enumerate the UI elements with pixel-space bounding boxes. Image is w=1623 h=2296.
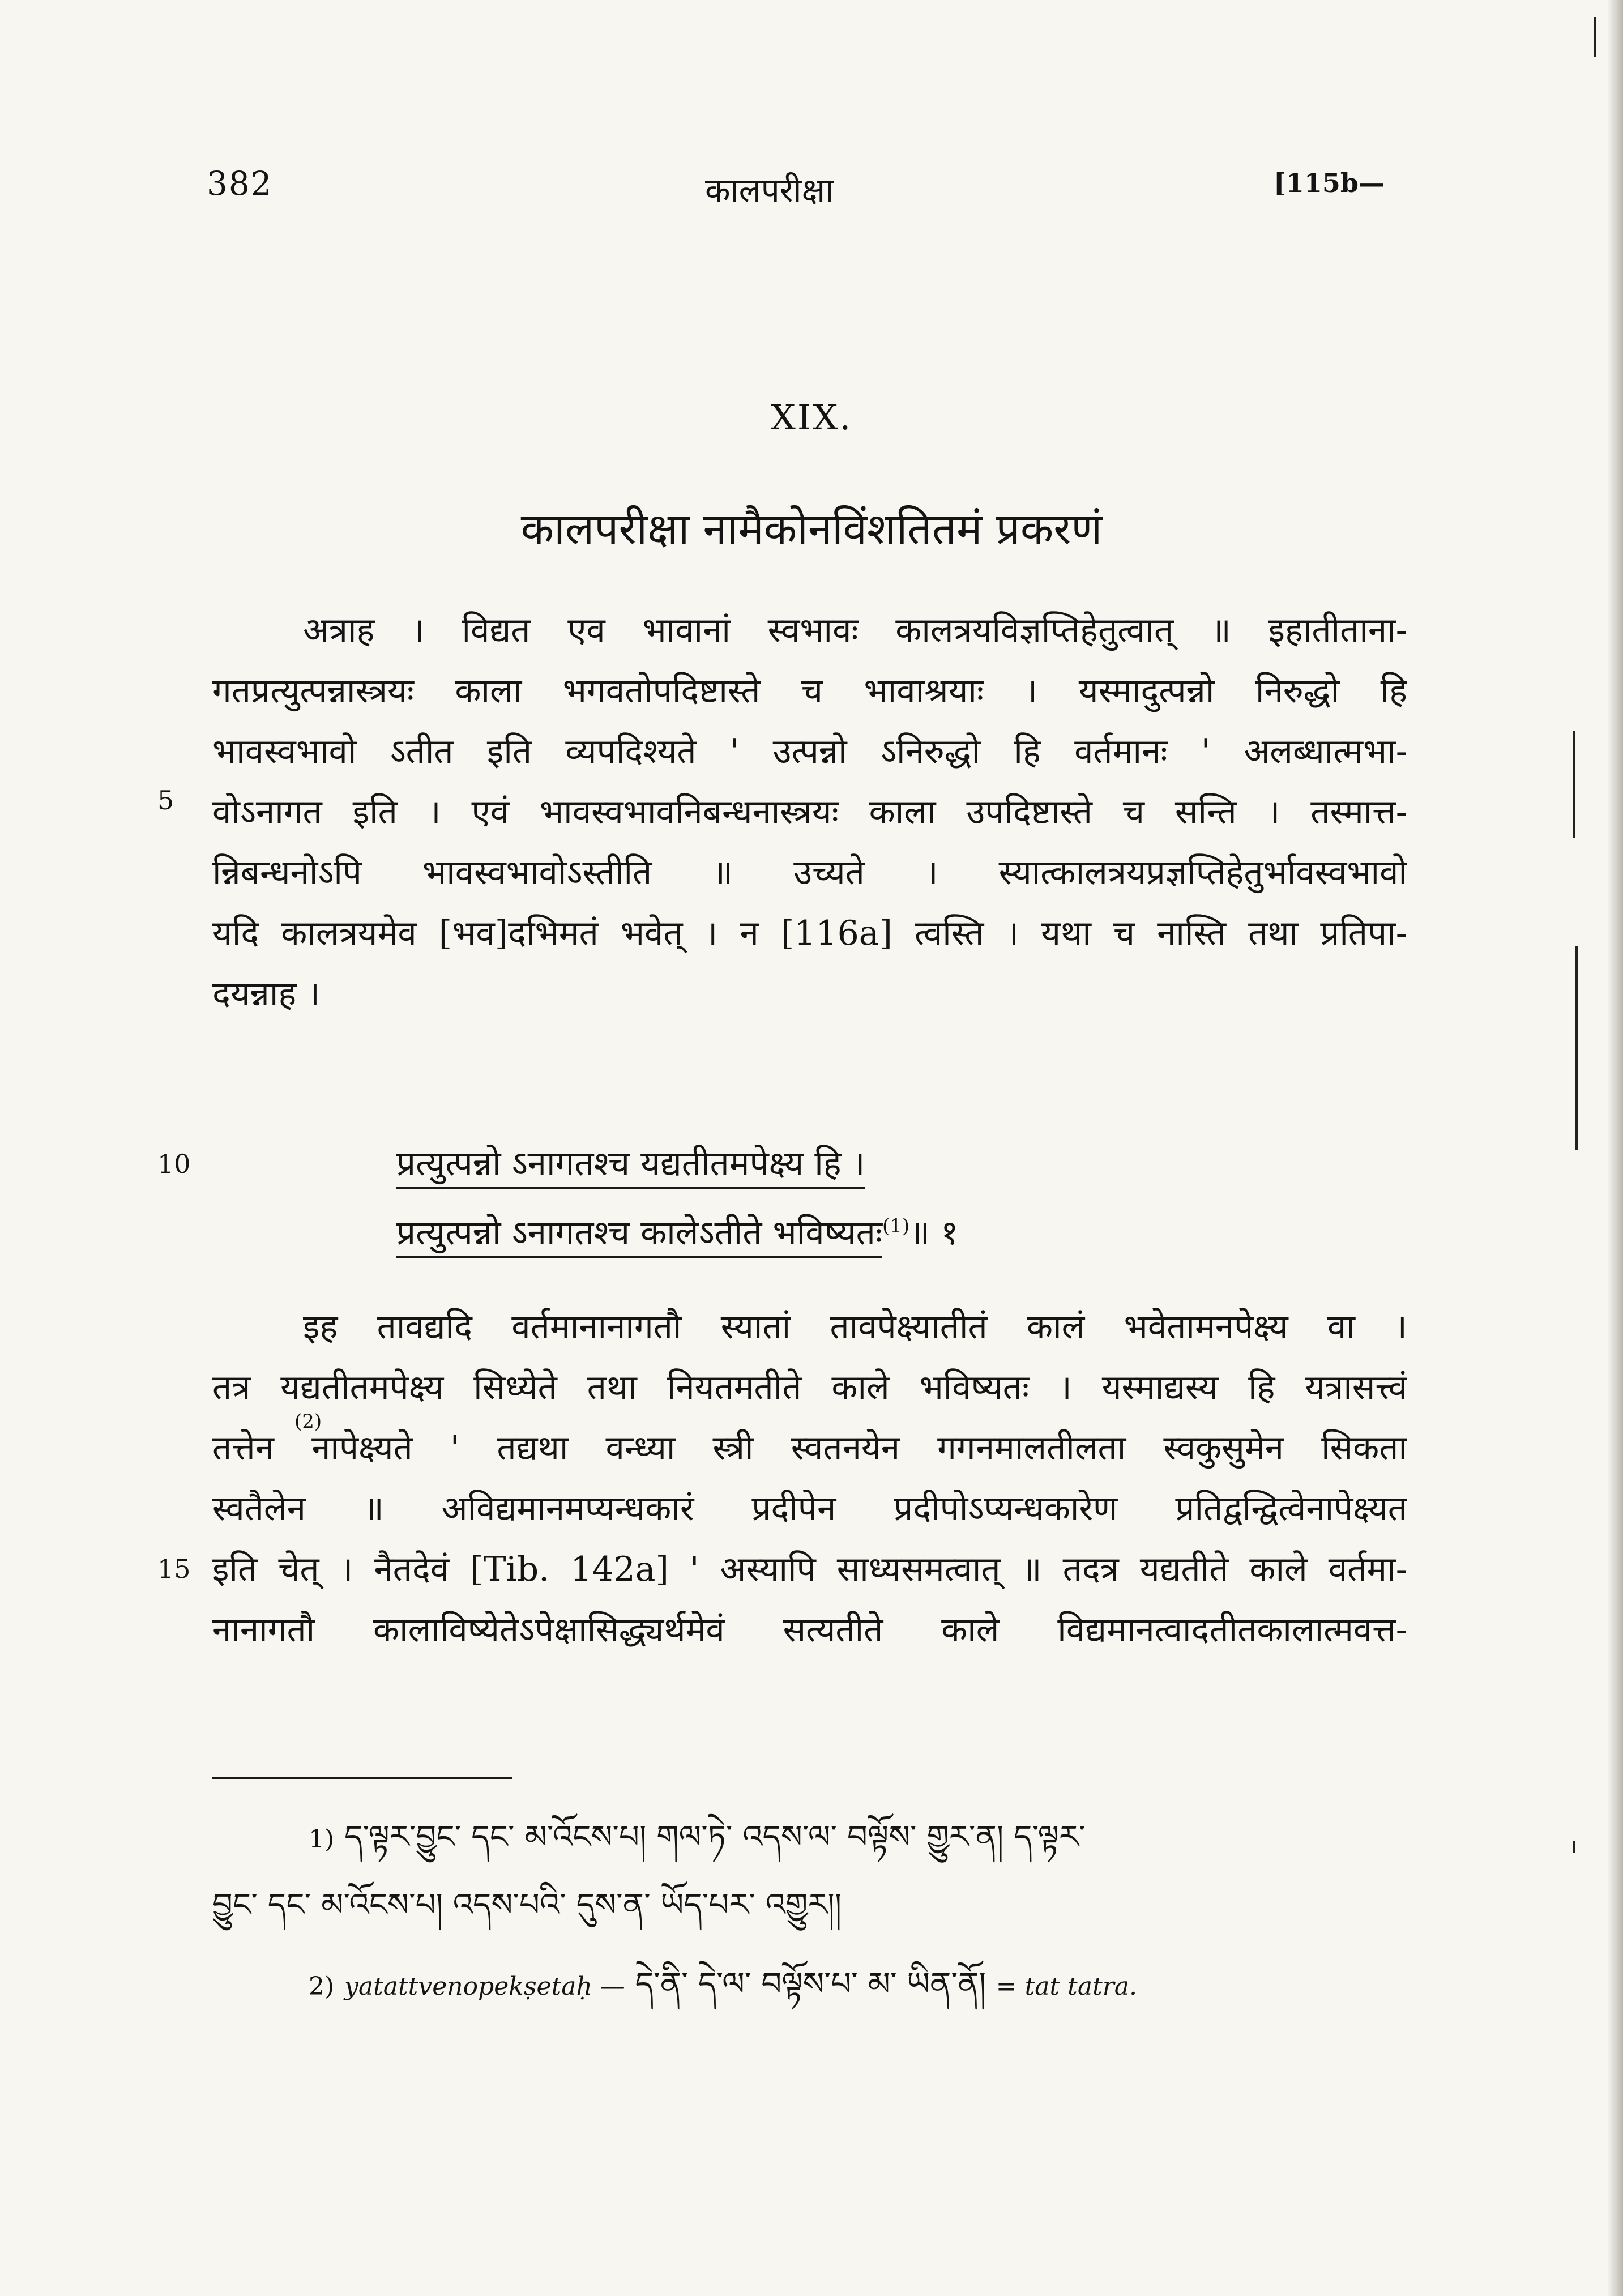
body-line: तत्तेन नापेक्ष्यते ' तद्यथा वन्ध्या स्त्री स्वतनयेन गगनमालतीलता स्वकुसुमेन सिकता — [212, 1428, 1407, 1468]
body-line: तत्र यद्यतीतमपेक्ष्य सिध्येते तथा नियतमतीते काले भविष्यतः । यस्माद्यस्य हि यत्रासत्त्वं — [212, 1368, 1407, 1407]
verse-text: प्रत्युत्पन्नो ऽनागतश्च यद्यतीतमपेक्ष्य हि । — [396, 1144, 865, 1189]
footnote-tibetan-text: བྱུང་ དང་ མ་འོངས་པ། འདས་པའི་ དུས་ན་ ཡོད་པར་ འགྱུར།། — [212, 1887, 842, 1923]
body-paragraph-1 — [212, 600, 1407, 1025]
footnote-marker: (1) — [882, 1215, 910, 1237]
footnote-1-line-2 — [212, 1869, 1407, 1958]
footnote-gloss: = tat tatra. — [996, 1972, 1138, 2001]
chapter-number: XIX. — [770, 396, 853, 438]
footnote-number: 1) — [309, 1825, 335, 1854]
scan-artifact-mark — [1573, 1841, 1575, 1853]
body-line: न्निबन्धनोऽपि भावस्वभावोऽस्तीति ॥ उच्यते । स्यात्कालत्रयप्रज्ञप्तिहेतुर्भावस्वभावो — [212, 853, 1407, 893]
running-title: कालपरीक्षा — [705, 171, 834, 210]
folio-reference: [115b— — [1274, 168, 1385, 198]
body-line: गतप्रत्युत्पन्नास्त्रयः काला भगवतोपदिष्टास्ते च भावाश्रयाः । यस्मादुत्पन्नो निरुद्धो हि — [212, 671, 1407, 711]
footnote-tibetan-text: དེ་ནི་ དེ་ལ་ བལྟོས་པ་ མ་ ཡིན་ནོ། — [635, 1966, 986, 2003]
line-number: 5 — [157, 785, 174, 816]
body-line: नानागतौ कालाविष्येतेऽपेक्षासिद्ध्यर्थमेवं सत्यतीते काले विद्यमानत्वादतीतकालात्मवत्त- — [212, 1610, 1407, 1650]
body-paragraph-2 — [212, 1297, 1407, 1661]
footnote-separator — [212, 1777, 512, 1779]
page-header — [207, 164, 1396, 227]
body-line: अत्राह । विद्यत एव भावानां स्वभावः कालत्रयविज्ञप्तिहेतुत्वात् ॥ इहातीताना- — [303, 611, 1407, 650]
line-number: 10 — [157, 1149, 191, 1179]
scan-artifact-mark — [1575, 946, 1578, 1150]
verse-line-2 — [396, 1198, 1359, 1260]
footnote-2 — [212, 1948, 1407, 2038]
page-number: 382 — [207, 164, 273, 203]
scan-artifact-mark — [1594, 17, 1596, 57]
body-line: दयन्नाह । — [212, 974, 321, 1014]
body-line: यदि कालत्रयमेव [भव]दभिमतं भवेत् । न [116a] त्वस्ति । यथा च नास्ति तथा प्रतिपा- — [212, 914, 1407, 953]
footnote-number: 2) — [309, 1972, 335, 2001]
verse-number: ॥ १ — [909, 1213, 959, 1253]
body-line: इह तावद्यदि वर्तमानानागतौ स्यातां तावपेक्ष्यातीतं कालं भवेतामनपेक्ष्य वा । — [303, 1307, 1407, 1347]
verse-block — [396, 1136, 1359, 1260]
body-line: भावस्वभावो ऽतीत इति व्यपदिश्यते ' उत्पन्नो ऽनिरुद्धो हि वर्तमानः ' अलब्धात्मभा- — [212, 732, 1407, 771]
scan-artifact-mark — [1573, 731, 1575, 838]
chapter-title: कालपरीक्षा नामैकोनविंशतितमं प्रकरणं — [520, 503, 1103, 554]
verse-text: प्रत्युत्पन्नो ऽनागतश्च कालेऽतीते भविष्यतः — [396, 1213, 882, 1258]
body-line: वोऽनागत इति । एवं भावस्वभावनिबन्धनास्त्रयः काला उपदिष्टास्ते च सन्ति । तस्मात्त- — [212, 792, 1407, 832]
verse-line-1 — [396, 1136, 1359, 1198]
footnote-tibetan-text: ད་ལྟར་བྱུང་ དང་ མ་འོངས་པ། གལ་ཏེ་ འདས་ལ་ བལྟོས་ གྱུར་ན། ད་ལྟར་ — [344, 1819, 1086, 1855]
scan-page-edge — [1607, 0, 1623, 2296]
footnote-transliteration: yatattvenopekṣetaḥ — — [344, 1972, 625, 2001]
line-number: 15 — [157, 1554, 191, 1584]
body-line: स्वतैलेन ॥ अविद्यमानमप्यन्धकारं प्रदीपेन प्रदीपोऽप्यन्धकारेण प्रतिद्वन्द्वित्वेनापेक्ष्यत — [212, 1489, 1407, 1529]
body-line: इति चेत् । नैतदेवं [Tib. 142a] ' अस्यापि साध्यसमत्वात् ॥ तदत्र यद्यतीते काले वर्तमा- — [212, 1550, 1407, 1589]
footnote-marker: (2) — [294, 1410, 322, 1433]
